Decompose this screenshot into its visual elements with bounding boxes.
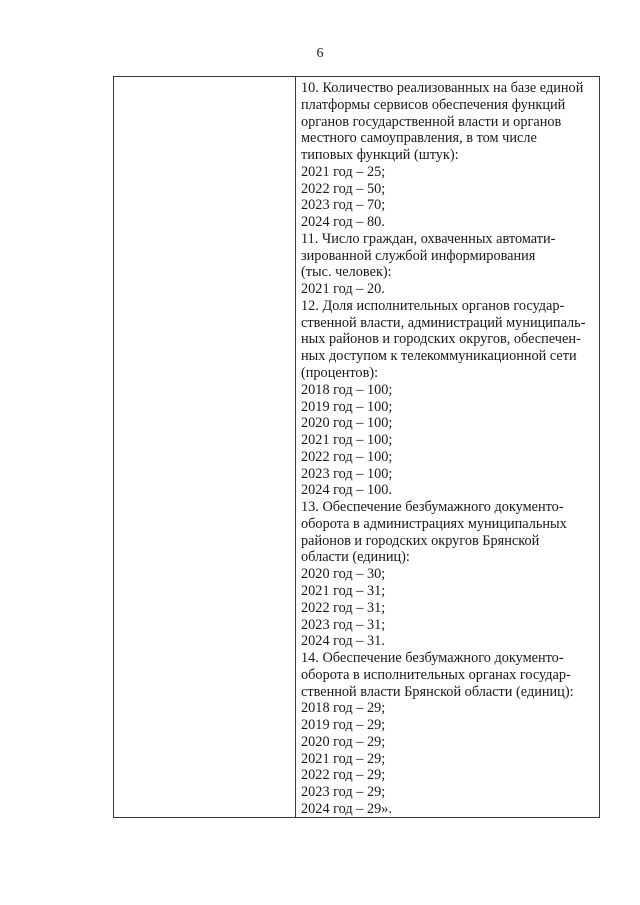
table-right-cell xyxy=(301,80,595,818)
text-line: 2018 год – 29; xyxy=(301,700,386,717)
text-line: 2019 год – 100; xyxy=(301,398,393,415)
text-line: 2020 год – 30; xyxy=(301,566,386,583)
text-line: области (единиц): xyxy=(301,549,410,566)
text-line: ных районов и городских округов, обеспечен- xyxy=(301,331,581,348)
text-line: 10. Количество реализованных на базе единой xyxy=(301,80,584,96)
text-line: 2022 год – 50; xyxy=(301,180,386,197)
text-line: 2024 год – 31. xyxy=(301,633,385,650)
page-number: 6 xyxy=(316,46,324,61)
text-line: 2024 год – 29». xyxy=(301,800,393,817)
text-line: типовых функций (штук): xyxy=(301,147,459,164)
text-line: (тыс. человек): xyxy=(301,264,392,281)
text-line: районов и городских округов Брянской xyxy=(301,532,540,549)
text-line: 13. Обеспечение безбумажного документо- xyxy=(301,499,564,516)
table-column-divider xyxy=(295,77,296,817)
text-line: ных доступом к телекоммуникационной сети xyxy=(301,348,577,365)
text-line: 2020 год – 29; xyxy=(301,733,386,750)
text-line: 2024 год – 80. xyxy=(301,214,385,231)
text-line: 14. Обеспечение безбумажного документо- xyxy=(301,650,564,667)
text-line: 2022 год – 31; xyxy=(301,599,386,616)
text-line: 2023 год – 29; xyxy=(301,784,386,801)
text-line: ственной власти Брянской области (единиц): xyxy=(301,683,574,700)
text-line: ственной власти, администраций муниципаль- xyxy=(301,314,586,331)
text-line: 2021 год – 31; xyxy=(301,582,386,599)
text-line: 2018 год – 100; xyxy=(301,381,393,398)
text-line: 2023 год – 70; xyxy=(301,197,386,214)
text-line: 11. Число граждан, охваченных автомати- xyxy=(301,230,556,247)
text-line: (процентов): xyxy=(301,365,379,382)
text-line: органов государственной власти и органов xyxy=(301,113,562,130)
text-line: оборота в администрациях муниципальных xyxy=(301,515,567,532)
text-line: 2022 год – 29; xyxy=(301,767,386,784)
text-line: платформы сервисов обеспечения функций xyxy=(301,96,566,113)
text-line: 2021 год – 29; xyxy=(301,750,386,767)
text-line: 2020 год – 100; xyxy=(301,415,393,432)
text-line: 2021 год – 20. xyxy=(301,281,385,298)
text-line: 12. Доля исполнительных органов государ- xyxy=(301,297,565,314)
text-line: 2024 год – 100. xyxy=(301,482,393,499)
indicators-table xyxy=(113,76,600,818)
table-left-cell xyxy=(114,77,295,817)
text-line: местного самоуправления, в том числе xyxy=(301,130,537,147)
text-line: 2022 год – 100; xyxy=(301,448,393,465)
text-line: зированной службой информирования xyxy=(301,247,536,264)
text-line: 2023 год – 31; xyxy=(301,616,386,633)
text-line: 2021 год – 100; xyxy=(301,432,393,449)
text-line: 2023 год – 100; xyxy=(301,465,393,482)
text-line: оборота в исполнительных органах государ- xyxy=(301,666,571,683)
text-line: 2019 год – 29; xyxy=(301,717,386,734)
text-line: 2021 год – 25; xyxy=(301,163,386,180)
